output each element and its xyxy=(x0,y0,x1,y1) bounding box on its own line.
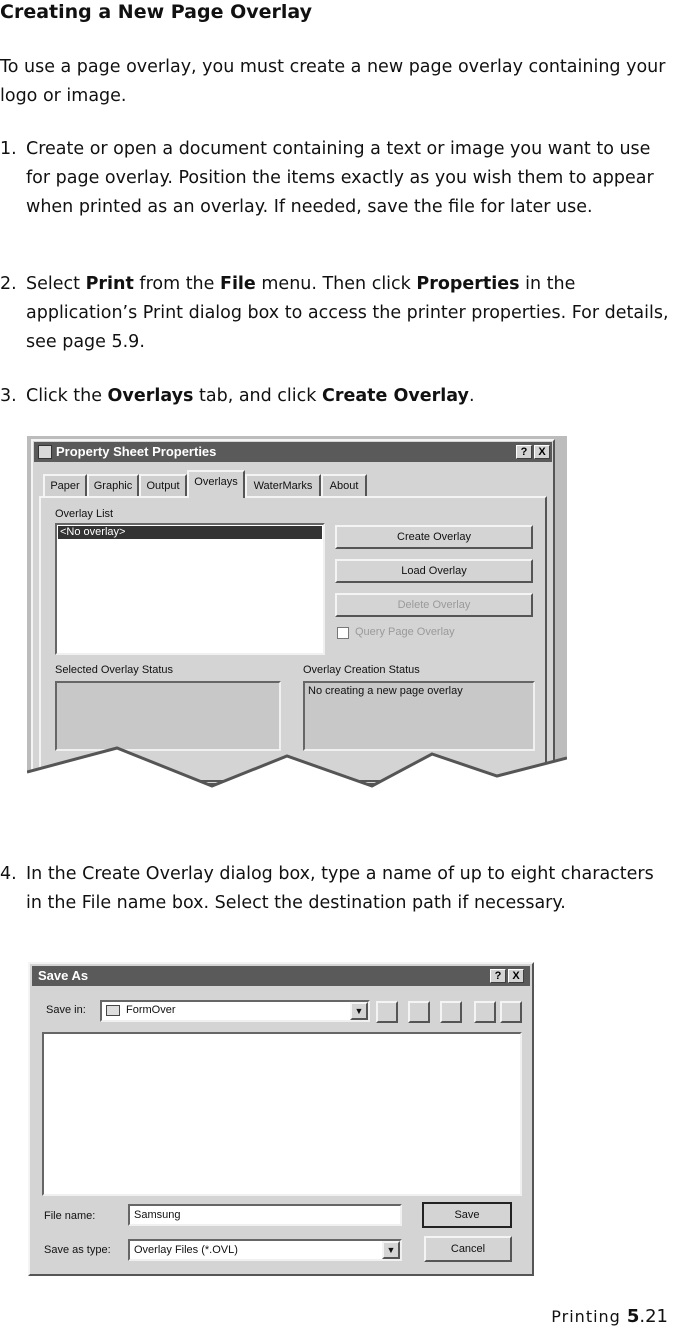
step-1 xyxy=(0,135,670,222)
step-2 xyxy=(0,270,670,357)
page-number: 5.21 xyxy=(626,1306,668,1327)
page-heading: Creating a New Page Overlay xyxy=(0,1,313,23)
delete-overlay-button[interactable]: Delete Overlay xyxy=(335,593,533,617)
new-folder-icon[interactable] xyxy=(440,1001,462,1023)
creation-status-label: Overlay Creation Status xyxy=(303,664,420,676)
save-as-dialog xyxy=(28,962,534,1276)
menu-term-print: Print xyxy=(85,274,134,294)
close-button[interactable]: X xyxy=(508,969,524,983)
list-view-icon[interactable] xyxy=(474,1001,496,1023)
section-name: Printing xyxy=(551,1307,621,1326)
selected-status-label: Selected Overlay Status xyxy=(55,664,174,676)
intro-paragraph: To use a page overlay, you must create a new page overlay containing your logo or image. xyxy=(0,57,666,106)
step-number: 2. xyxy=(0,274,17,294)
help-button[interactable]: ? xyxy=(490,969,506,983)
desktop-icon[interactable] xyxy=(408,1001,430,1023)
menu-term-properties: Properties xyxy=(416,274,520,294)
tab-output[interactable]: Output xyxy=(139,474,187,496)
tab-overlays[interactable]: Overlays xyxy=(187,470,245,498)
window-title: Property Sheet Properties xyxy=(56,444,217,459)
dropdown-arrow-icon[interactable]: ▼ xyxy=(350,1002,368,1020)
details-view-icon[interactable] xyxy=(500,1001,522,1023)
step-number: 3. xyxy=(0,386,17,406)
step-text: Create or open a document containing a text or image you want to use for page overlay. Position the items exactly as you wish them to appear when printed as an overlay. If needed, save the file for later use. xyxy=(26,139,654,217)
close-button[interactable]: X xyxy=(534,445,550,459)
save-as-type-value: Overlay Files (*.OVL) xyxy=(134,1244,238,1256)
step-4 xyxy=(0,860,670,918)
folder-icon xyxy=(106,1005,120,1016)
create-overlay-button[interactable]: Create Overlay xyxy=(335,525,533,549)
cancel-button[interactable]: Cancel xyxy=(424,1236,512,1262)
tab-term-overlays: Overlays xyxy=(107,386,194,406)
page-footer xyxy=(551,1306,668,1327)
save-in-value: FormOver xyxy=(126,1004,176,1016)
step-text: In the Create Overlay dialog box, type a name of up to eight characters in the File name box. Select the destination path if necessary. xyxy=(26,864,654,913)
button-term-create-overlay: Create Overlay xyxy=(321,386,469,406)
step-3 xyxy=(0,382,670,411)
load-overlay-button[interactable]: Load Overlay xyxy=(335,559,533,583)
menu-term-file: File xyxy=(219,274,256,294)
tab-graphic[interactable]: Graphic xyxy=(87,474,139,496)
dropdown-arrow-icon[interactable]: ▼ xyxy=(382,1241,400,1259)
save-as-type-label: Save as type: xyxy=(44,1244,111,1256)
save-as-type-dropdown[interactable] xyxy=(128,1239,402,1261)
creation-status-text: No creating a new page overlay xyxy=(308,685,463,697)
tab-about[interactable]: About xyxy=(321,474,367,496)
window-title: Save As xyxy=(38,968,89,983)
file-list-area[interactable] xyxy=(42,1032,522,1196)
overlay-list-item[interactable]: <No overlay> xyxy=(58,526,322,539)
save-button[interactable]: Save xyxy=(422,1202,512,1228)
save-in-label: Save in: xyxy=(46,1004,86,1016)
torn-edge-mask xyxy=(27,436,567,814)
step-text: Click the Overlays tab, and click Create Overlay. xyxy=(26,386,475,406)
save-in-dropdown[interactable] xyxy=(100,1000,370,1022)
title-bar xyxy=(32,966,530,986)
tab-watermarks[interactable]: WaterMarks xyxy=(245,474,321,496)
overlay-list-label: Overlay List xyxy=(55,508,114,520)
file-name-input[interactable] xyxy=(128,1204,402,1226)
file-name-value: Samsung xyxy=(134,1209,181,1221)
query-page-overlay-label: Query Page Overlay xyxy=(355,626,455,638)
help-button[interactable]: ? xyxy=(516,445,532,459)
step-number: 1. xyxy=(0,139,17,159)
up-folder-icon[interactable] xyxy=(376,1001,398,1023)
file-name-label: File name: xyxy=(44,1210,96,1222)
step-text: Select Print from the File menu. Then click Properties in the application’s Print dialog box to access the printer properties. For details, see page 5.9. xyxy=(26,274,669,352)
property-sheet-screenshot xyxy=(27,436,567,814)
step-number: 4. xyxy=(0,864,17,884)
tab-paper[interactable]: Paper xyxy=(43,474,87,496)
